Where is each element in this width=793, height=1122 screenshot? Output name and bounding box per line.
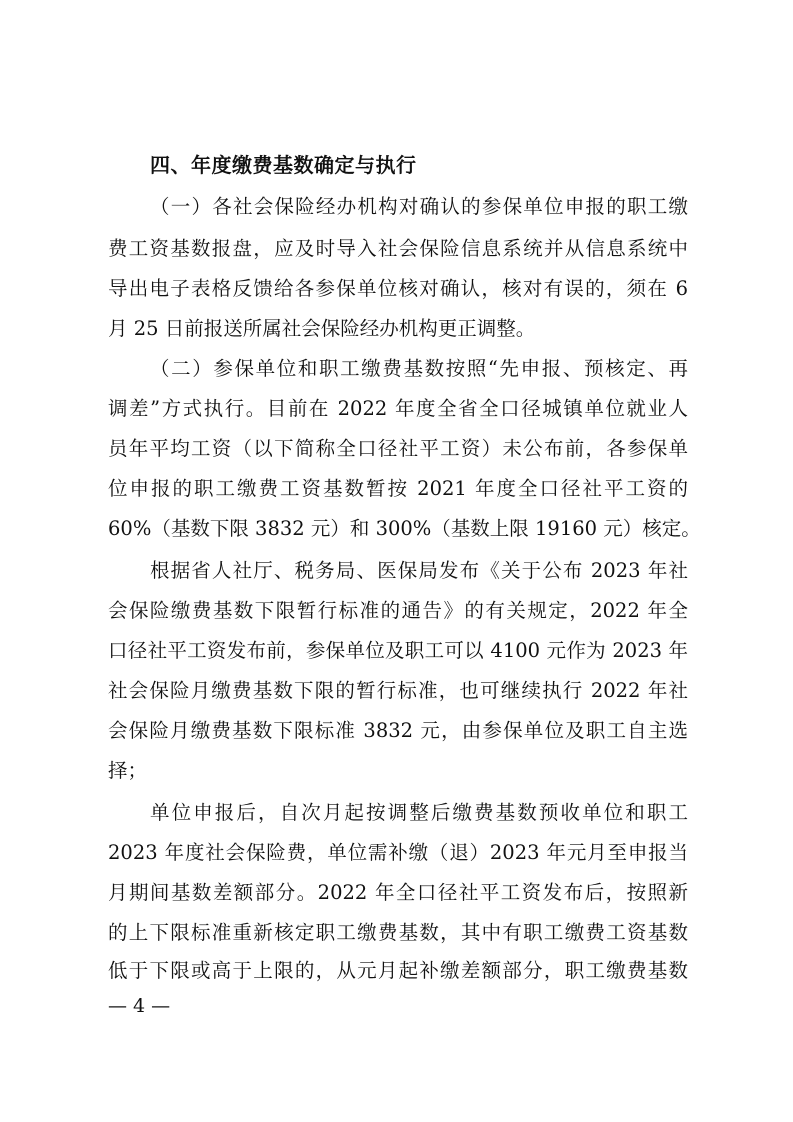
paragraph-1-line-2: 费工资基数报盘，应及时导入社会保险信息系统并从信息系统中 <box>108 237 688 260</box>
paragraph-3-line-2: 会保险缴费基数下限暂行标准的通告》的有关规定，2022 年全 <box>108 599 688 622</box>
section-heading: 四、年度缴费基数确定与执行 <box>150 153 417 177</box>
paragraph-4-line-1: 单位申报后，自次月起按调整后缴费基数预收单位和职工 <box>150 801 688 824</box>
paragraph-3-line-6: 择； <box>108 759 148 782</box>
paragraph-1-line-3: 导出电子表格反馈给各参保单位核对确认，核对有误的，须在 6 <box>108 277 688 300</box>
paragraph-3-line-5: 会保险月缴费基数下限标准 3832 元，由参保单位及职工自主选 <box>108 719 688 742</box>
paragraph-1-line-1: （一）各社会保险经办机构对确认的参保单位申报的职工缴 <box>150 195 688 218</box>
paragraph-2-line-5: 60%（基数下限 3832 元）和 300%（基数上限 19160 元）核定。 <box>108 517 701 540</box>
paragraph-2-line-2: 调差”方式执行。目前在 2022 年度全省全口径城镇单位就业人 <box>108 397 688 420</box>
paragraph-3-line-4: 社会保险月缴费基数下限的暂行标准，也可继续执行 2022 年社 <box>108 679 688 702</box>
paragraph-1-line-4: 月 25 日前报送所属社会保险经办机构更正调整。 <box>108 317 536 340</box>
paragraph-4-line-3: 月期间基数差额部分。2022 年全口径社平工资发布后，按照新 <box>108 881 688 904</box>
paragraph-3-line-1: 根据省人社厅、税务局、医保局发布《关于公布 2023 年社 <box>150 559 688 582</box>
paragraph-4-line-4: 的上下限标准重新核定职工缴费基数，其中有职工缴费工资基数 <box>108 921 688 944</box>
paragraph-2-line-4: 位申报的职工缴费工资基数暂按 2021 年度全口径社平工资的 <box>108 477 688 500</box>
paragraph-4-line-5: 低于下限或高于上限的，从元月起补缴差额部分，职工缴费基数 <box>108 959 688 982</box>
page-number: — 4 — <box>108 995 171 1017</box>
paragraph-2-line-3: 员年平均工资（以下简称全口径社平工资）未公布前，各参保单 <box>108 437 688 460</box>
paragraph-2-line-1: （二）参保单位和职工缴费基数按照“先申报、预核定、再 <box>150 357 688 380</box>
paragraph-4-line-2: 2023 年度社会保险费，单位需补缴（退）2023 年元月至申报当 <box>108 841 688 864</box>
paragraph-3-line-3: 口径社平工资发布前，参保单位及职工可以 4100 元作为 2023 年 <box>108 639 688 662</box>
